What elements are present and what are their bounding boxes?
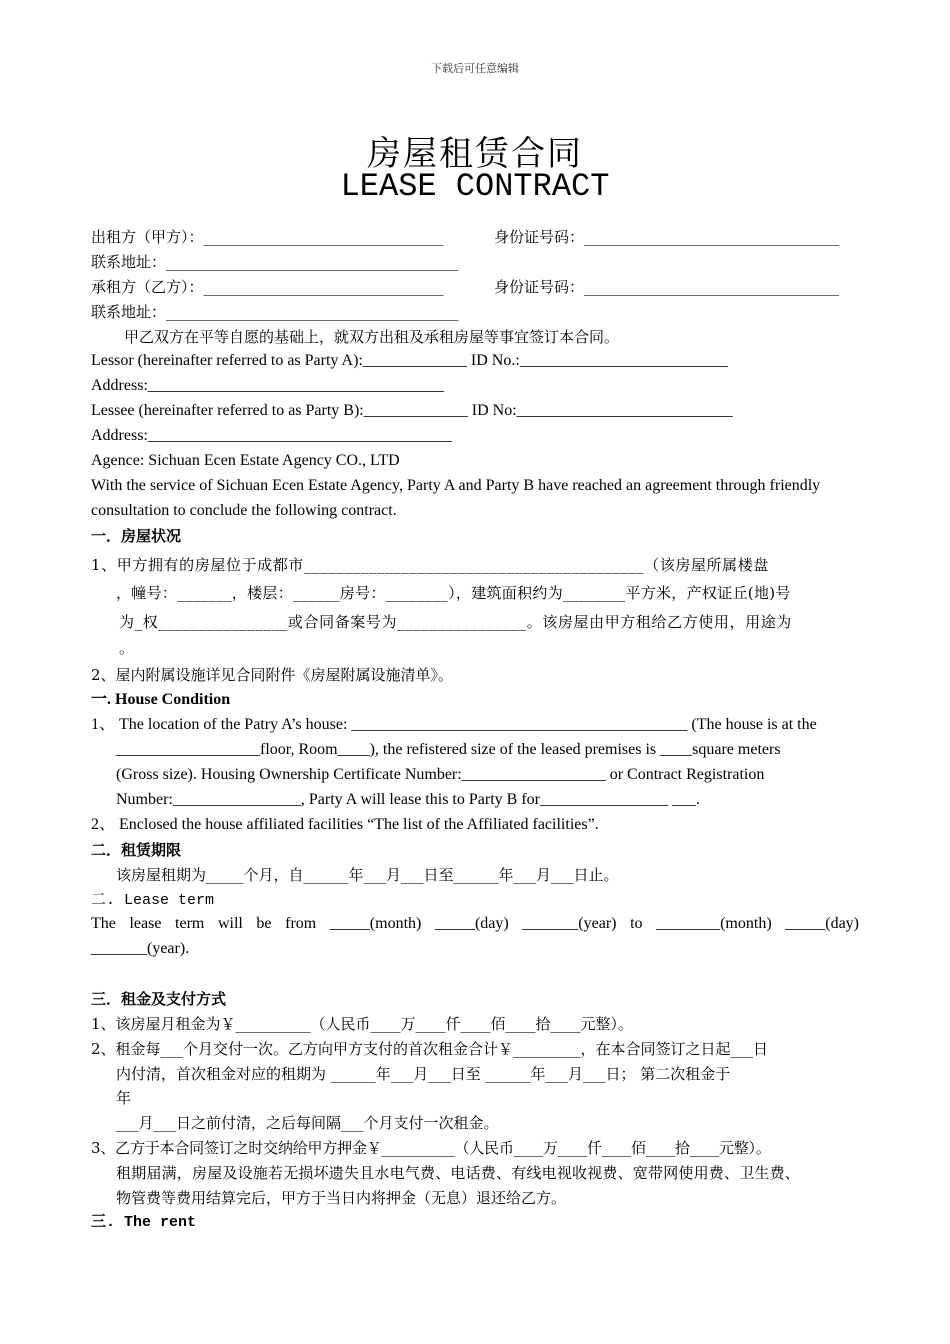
service-line-1: With the service of Sichuan Ecen Estate Agency, Party A and Party B have reached an agreement through friendly <box>91 477 821 494</box>
section2-en-text-line1: The lease term will be from _____(month) _____(day) _______(year) to ________(month) _____(day) <box>91 915 859 932</box>
section3-cn-item3-line2: 租期届满，房屋及设施若无损坏遗失且水电气费、电话费、有线电视收视费、宽带网使用费、卫生费、 <box>116 1164 801 1182</box>
section3-cn-item2-line1: 2、租金每___个月交付一次。乙方向甲方支付的首次租金合计￥_________，在本合同签订之日起___日 <box>91 1040 769 1058</box>
lessor-address-cn-line: 联系地址：_______________________________________ <box>91 253 459 271</box>
title-chinese: 房屋租赁合同 <box>367 134 583 174</box>
section1-en-item1-line4: Number:________________, Party A will lease this to Party B for________________ ___. <box>116 791 700 808</box>
section3-cn-item2-line2: 内付清，首次租金对应的租期为 ______年___月___日至 ______年___月___日； 第二次租金于 <box>116 1065 731 1083</box>
section3-cn-item3-line3: 物管费等费用结算完后，甲方于当日内将押金（无息）退还给乙方。 <box>116 1189 567 1207</box>
lessee-address-en-line: Address:______________________________________ <box>91 427 452 444</box>
section3-cn-item1: 1、该房屋月租金为￥__________（人民币____万____仟____佰____拾____元整）。 <box>91 1015 634 1033</box>
section1-cn-item1-line4: 。 <box>119 639 135 657</box>
section1-en-item1-line1: 1、 The location of the Patry A’s house: __________________________________________ (The house is at the <box>91 716 817 733</box>
section1-en-item1-line3: (Gross size). Housing Ownership Certificate Number:__________________ or Contract Registration <box>116 766 765 783</box>
lessee-cn-line: 承租方（乙方）：________________________________ <box>91 278 444 296</box>
section2-en-text-line2: _______(year). <box>91 940 190 957</box>
section1-en-item1-line2: __________________floor, Room____), the refistered size of the leased premises is ____square meters <box>116 741 781 758</box>
section3-cn-item2-line3: 年 <box>116 1089 132 1107</box>
section1-cn-item1-line1: 1、甲方拥有的房屋位于成都市__________________________________________（该房屋所属楼盘 <box>91 556 769 574</box>
section2-en-heading: 二. Lease term <box>91 892 215 909</box>
section1-cn-item1-line3: 为_权________________或合同备案号为________________。该房屋由甲方租给乙方使用，用途为 <box>119 613 792 631</box>
section1-en-heading: 一. House Condition <box>91 691 231 708</box>
section1-cn-item2: 2、屋内附属设施详见合同附件《房屋附属设施清单》。 <box>91 666 454 684</box>
page-header-note: 下载后可任意编辑 <box>431 62 519 75</box>
section1-cn-heading: 一．房屋状况 <box>91 527 182 545</box>
section3-en-heading: 三. The rent <box>91 1214 197 1231</box>
section3-cn-heading: 三．租金及支付方式 <box>91 990 227 1008</box>
lessor-en-line: Lessor (hereinafter referred to as Party A):_____________ ID No.:__________________________ <box>91 352 728 369</box>
lessor-cn-line: 出租方（甲方）：________________________________ <box>91 228 444 246</box>
title-english: LEASE CONTRACT <box>340 168 610 205</box>
section1-en-item2: 2、 Enclosed the house affiliated facilities “The list of the Affiliated facilities”. <box>91 816 599 833</box>
lessee-id-cn-line: 身份证号码：__________________________________ <box>494 278 840 296</box>
section2-cn-heading: 二．租赁期限 <box>91 841 182 859</box>
intro-cn: 甲乙双方在平等自愿的基础上，就双方出租及承租房屋等事宜签订本合同。 <box>124 328 620 346</box>
section1-cn-item1-line2: ，幢号：_______，楼层：______房号：________），建筑面积约为________平方米，产权证丘(地)号 <box>116 584 791 602</box>
agence-line: Agence: Sichuan Ecen Estate Agency CO., LTD <box>91 452 400 469</box>
lessee-en-line: Lessee (hereinafter referred to as Party B):_____________ ID No:___________________________ <box>91 402 733 419</box>
section3-cn-item3-line1: 3、乙方于本合同签订之时交纳给甲方押金￥__________（人民币____万____仟____佰____拾____元整）。 <box>91 1139 771 1157</box>
lessee-address-cn-line: 联系地址：_______________________________________ <box>91 303 459 321</box>
section2-cn-text: 该房屋租期为_____个月，自______年___月___日至______年___月___日止。 <box>116 866 619 884</box>
lessor-id-cn-line: 身份证号码：__________________________________ <box>494 228 840 246</box>
lessor-address-en-line: Address:_____________________________________ <box>91 377 444 394</box>
service-line-2: consultation to conclude the following contract. <box>91 502 397 519</box>
section3-cn-item2-line4: ___月___日之前付清，之后每间隔___个月支付一次租金。 <box>116 1114 499 1132</box>
